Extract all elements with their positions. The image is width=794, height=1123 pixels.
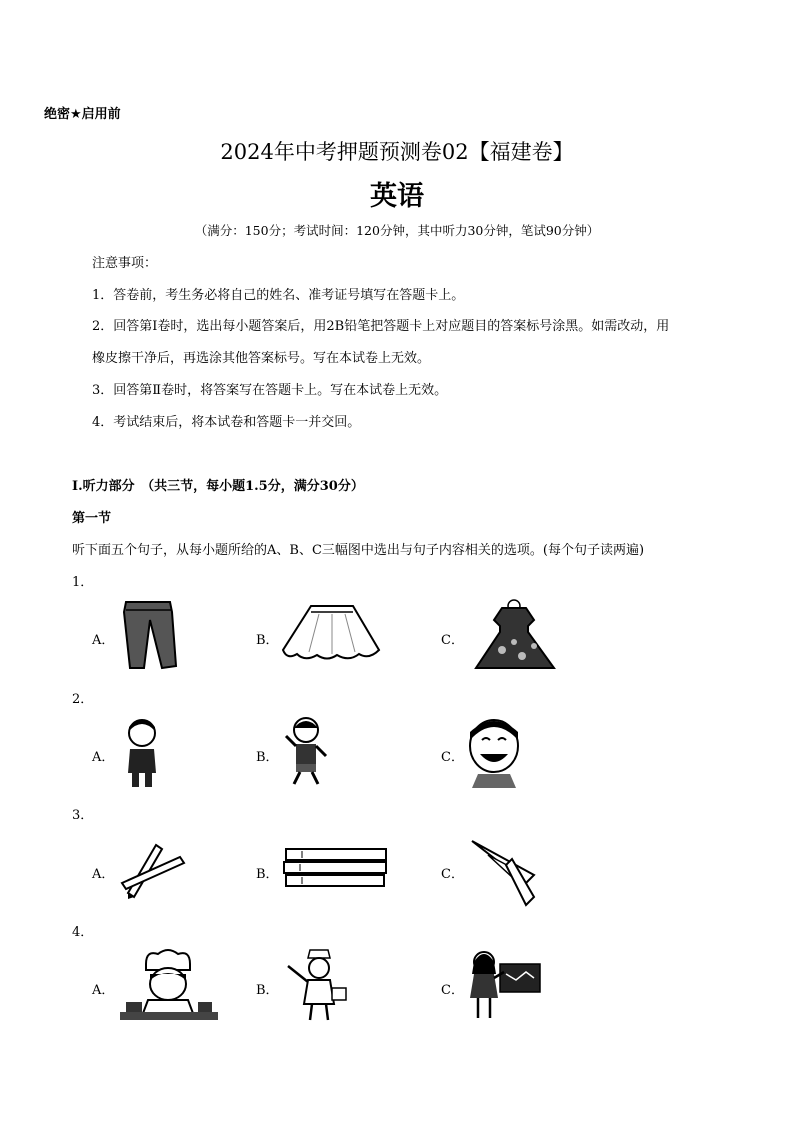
note-item: 2．回答第Ⅰ卷时，选出每小题答案后，用2B铅笔把答题卡上对应题目的答案标号涂黑。如需改动，用 <box>92 319 670 334</box>
question-number: 3． <box>72 808 94 823</box>
section-title: 第一节 <box>72 511 112 526</box>
note-item: 橡皮擦干净后，再选涂其他答案标号。写在本试卷上无效。 <box>92 351 431 366</box>
boy-waving-image <box>282 716 330 786</box>
rulers-image <box>468 835 538 907</box>
listening-part-title: I.听力部分 （共三节，每小题1.5分，满分30分） <box>72 479 364 494</box>
option-a-label: A． <box>92 633 115 648</box>
cook-image <box>118 948 220 1023</box>
skirt-image <box>279 602 385 664</box>
option-a-label: A． <box>92 983 115 998</box>
exam-title: 2024年中考押题预测卷02【福建卷】 <box>220 140 574 164</box>
option-b-label: B． <box>256 633 279 648</box>
option-a-label: A． <box>92 867 115 882</box>
note-item: 1．答卷前，考生务必将自己的姓名、准考证号填写在答题卡上。 <box>92 288 465 303</box>
option-c-label: C． <box>441 867 464 882</box>
question-number: 1． <box>72 575 94 590</box>
dress-image <box>472 598 557 673</box>
option-c-label: C． <box>441 633 464 648</box>
question-number: 2． <box>72 692 94 707</box>
teacher-image <box>466 950 542 1022</box>
note-item: 3．回答第Ⅱ卷时，将答案写在答题卡上。写在本试卷上无效。 <box>92 383 448 398</box>
option-b-label: B． <box>256 983 279 998</box>
nurse-image <box>284 948 354 1023</box>
question-number: 4． <box>72 925 94 940</box>
pencils-image <box>118 841 188 901</box>
notes-title: 注意事项： <box>92 256 158 271</box>
trousers-image <box>112 598 187 673</box>
option-b-label: B． <box>256 750 279 765</box>
section-instruction: 听下面五个句子，从每小题所给的A、B、C三幅图中选出与句子内容相关的选项。(每个句子读两遍) <box>72 543 645 558</box>
option-b-label: B． <box>256 867 279 882</box>
books-image <box>282 847 392 889</box>
option-c-label: C． <box>441 750 464 765</box>
score-time-line: （满分：150分；考试时间：120分钟，其中听力30分钟，笔试90分钟） <box>194 223 600 238</box>
confidential-label: 绝密★启用前 <box>44 107 121 122</box>
subject-title: 英语 <box>370 181 424 212</box>
boy-in-suit-image <box>118 717 166 789</box>
option-c-label: C． <box>441 983 464 998</box>
note-item: 4．考试结束后，将本试卷和答题卡一并交回。 <box>92 415 361 430</box>
option-a-label: A． <box>92 750 115 765</box>
laughing-boy-image <box>464 718 524 788</box>
